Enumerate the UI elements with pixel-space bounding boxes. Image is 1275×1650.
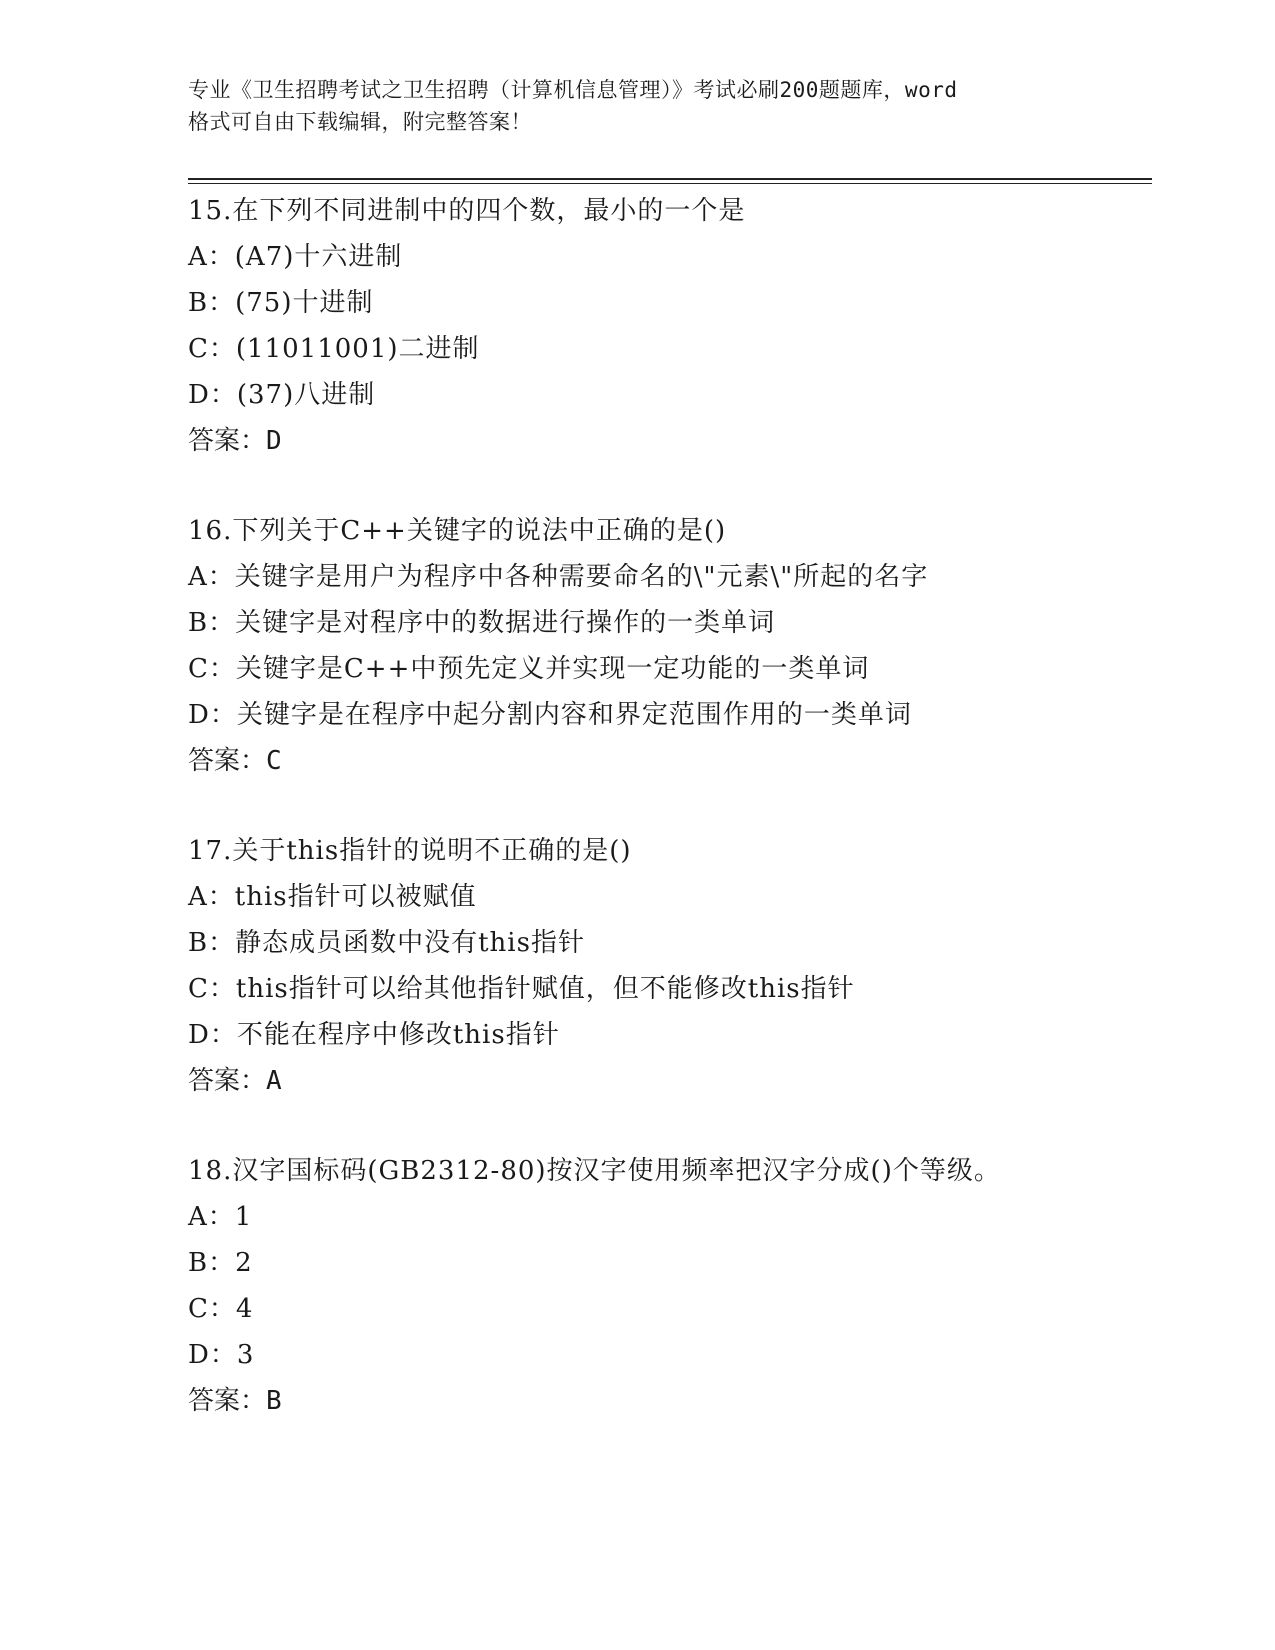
question-18 (188, 1148, 1152, 1424)
option-b: B：静态成员函数中没有this指针 (188, 928, 585, 958)
option-a: A：1 (188, 1202, 253, 1232)
header-divider-thick (188, 178, 1152, 180)
answer-line: 答案：C (188, 746, 282, 776)
question-stem: 18.汉字国标码(GB2312-80)按汉字使用频率把汉字分成()个等级。 (188, 1156, 1001, 1186)
question-17 (188, 828, 1152, 1104)
question-16 (188, 508, 1152, 784)
option-d: D：不能在程序中修改this指针 (188, 1020, 560, 1050)
option-d: D：(37)八进制 (188, 380, 376, 410)
answer-line: 答案：A (188, 1066, 282, 1096)
option-a: A：this指针可以被赋值 (188, 882, 477, 912)
option-d: D：3 (188, 1340, 255, 1370)
document-header (188, 74, 1088, 138)
option-c: C：关键字是C++中预先定义并实现一定功能的一类单词 (188, 654, 870, 684)
answer-line: 答案：D (188, 426, 282, 456)
option-b: B：关键字是对程序中的数据进行操作的一类单词 (188, 608, 776, 638)
option-c: C：this指针可以给其他指针赋值，但不能修改this指针 (188, 974, 855, 1004)
question-stem: 16.下列关于C++关键字的说法中正确的是() (188, 516, 727, 546)
question-stem: 17.关于this指针的说明不正确的是() (188, 836, 632, 866)
option-c: C：(11011001)二进制 (188, 334, 480, 364)
option-c: C：4 (188, 1294, 254, 1324)
question-stem: 15.在下列不同进制中的四个数，最小的一个是 (188, 196, 746, 226)
header-line-2: 格式可自由下载编辑，附完整答案！ (188, 110, 532, 134)
option-a: A：关键字是用户为程序中各种需要命名的\"元素\"所起的名字 (188, 562, 929, 592)
header-divider-thin (188, 183, 1152, 184)
header-line-1: 专业《卫生招聘考试之卫生招聘（计算机信息管理）》考试必刷200题题库，word (188, 78, 958, 102)
option-a: A：(A7)十六进制 (188, 242, 403, 272)
option-d: D：关键字是在程序中起分割内容和界定范围作用的一类单词 (188, 700, 912, 730)
question-15 (188, 188, 1152, 464)
option-b: B：(75)十进制 (188, 288, 374, 318)
question-list (188, 188, 1152, 1468)
answer-line: 答案：B (188, 1386, 282, 1416)
option-b: B：2 (188, 1248, 253, 1278)
